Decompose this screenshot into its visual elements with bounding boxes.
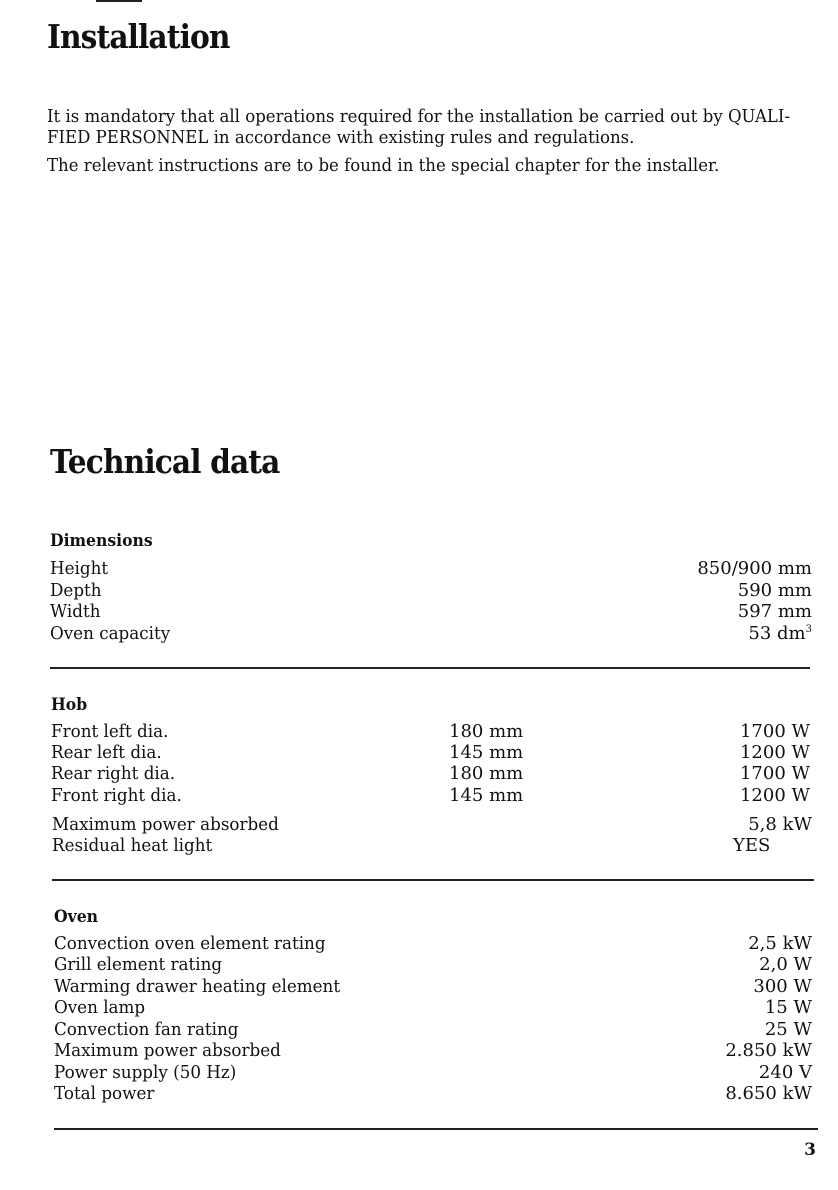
section-divider bbox=[50, 667, 810, 669]
hob-extra-label: Maximum power absorbed bbox=[52, 814, 279, 835]
hob-extra-value: 5,8 kW bbox=[748, 814, 812, 835]
installation-title: Installation bbox=[47, 17, 230, 56]
oven-label: Convection fan rating bbox=[54, 1019, 239, 1040]
hob-row bbox=[51, 785, 810, 807]
hob-label: Front left dia. bbox=[51, 721, 169, 742]
dimension-value bbox=[748, 623, 812, 645]
installation-line-3: The relevant instructions are to be found in the special chapter for the installer. bbox=[47, 155, 720, 176]
top-rule bbox=[96, 0, 142, 2]
hob-extra-value: YES bbox=[733, 835, 771, 856]
installation-line-1: It is mandatory that all operations required for the installation be carried out by QUALI- bbox=[47, 106, 791, 127]
oven-row bbox=[54, 997, 812, 1019]
hob-size: 180 mm bbox=[449, 763, 524, 784]
oven-value: 8.650 kW bbox=[725, 1083, 812, 1104]
hob-row bbox=[51, 763, 810, 785]
oven-value: 2.850 kW bbox=[725, 1040, 812, 1061]
oven-value: 240 V bbox=[758, 1062, 812, 1083]
hob-label: Front right dia. bbox=[51, 785, 182, 806]
oven-label: Convection oven element rating bbox=[54, 933, 326, 954]
dimension-value: 597 mm bbox=[737, 601, 812, 622]
hob-size: 145 mm bbox=[449, 742, 524, 763]
hob-extra-row bbox=[52, 835, 812, 857]
oven-value: 25 W bbox=[764, 1019, 812, 1040]
section-divider bbox=[52, 879, 814, 881]
oven-row bbox=[54, 933, 812, 955]
oven-label: Total power bbox=[54, 1083, 155, 1104]
oven-row bbox=[54, 954, 812, 976]
dimension-value: 590 mm bbox=[737, 580, 812, 601]
dimension-label: Width bbox=[50, 601, 101, 622]
dimension-label: Oven capacity bbox=[50, 623, 171, 644]
oven-label: Oven lamp bbox=[54, 997, 146, 1018]
oven-label: Grill element rating bbox=[54, 954, 223, 975]
oven-label: Power supply (50 Hz) bbox=[54, 1062, 237, 1083]
dimension-value-text: 53 dm bbox=[748, 623, 806, 644]
installation-line-2: FIED PERSONNEL in accordance with existing rules and regulations. bbox=[47, 127, 635, 148]
hob-size: 180 mm bbox=[449, 721, 524, 742]
hob-size: 145 mm bbox=[449, 785, 524, 806]
hob-heading: Hob bbox=[51, 695, 88, 715]
oven-label: Warming drawer heating element bbox=[54, 976, 341, 997]
hob-label: Rear left dia. bbox=[51, 742, 162, 763]
oven-value: 15 W bbox=[764, 997, 812, 1018]
dimension-row bbox=[50, 623, 812, 645]
dimension-value: 850/900 mm bbox=[697, 558, 812, 579]
dimension-label: Depth bbox=[50, 580, 102, 601]
hob-extra-label: Residual heat light bbox=[52, 835, 213, 856]
oven-value: 2,0 W bbox=[759, 954, 812, 975]
dimension-label: Height bbox=[50, 558, 109, 579]
dimension-row bbox=[50, 601, 812, 623]
section-divider bbox=[54, 1128, 818, 1130]
hob-value: 1200 W bbox=[739, 742, 810, 763]
dimension-unit-superscript: 3 bbox=[805, 624, 812, 635]
hob-value: 1700 W bbox=[739, 721, 810, 742]
dimensions-heading: Dimensions bbox=[50, 531, 153, 551]
oven-row bbox=[54, 1062, 812, 1084]
oven-value: 2,5 kW bbox=[748, 933, 812, 954]
oven-label: Maximum power absorbed bbox=[54, 1040, 281, 1061]
oven-value: 300 W bbox=[753, 976, 812, 997]
hob-value: 1700 W bbox=[739, 763, 810, 784]
oven-row bbox=[54, 1019, 812, 1041]
hob-extra-row bbox=[52, 814, 812, 836]
hob-label: Rear right dia. bbox=[51, 763, 176, 784]
hob-value: 1200 W bbox=[739, 785, 810, 806]
oven-heading: Oven bbox=[54, 907, 99, 927]
dimension-row bbox=[50, 580, 812, 602]
dimension-row bbox=[50, 558, 812, 580]
page-number: 3 bbox=[804, 1140, 816, 1160]
oven-row bbox=[54, 1040, 812, 1062]
hob-row bbox=[51, 742, 810, 764]
oven-row bbox=[54, 1083, 812, 1105]
hob-row bbox=[51, 721, 810, 743]
oven-row bbox=[54, 976, 812, 998]
technical-data-title: Technical data bbox=[50, 442, 280, 481]
